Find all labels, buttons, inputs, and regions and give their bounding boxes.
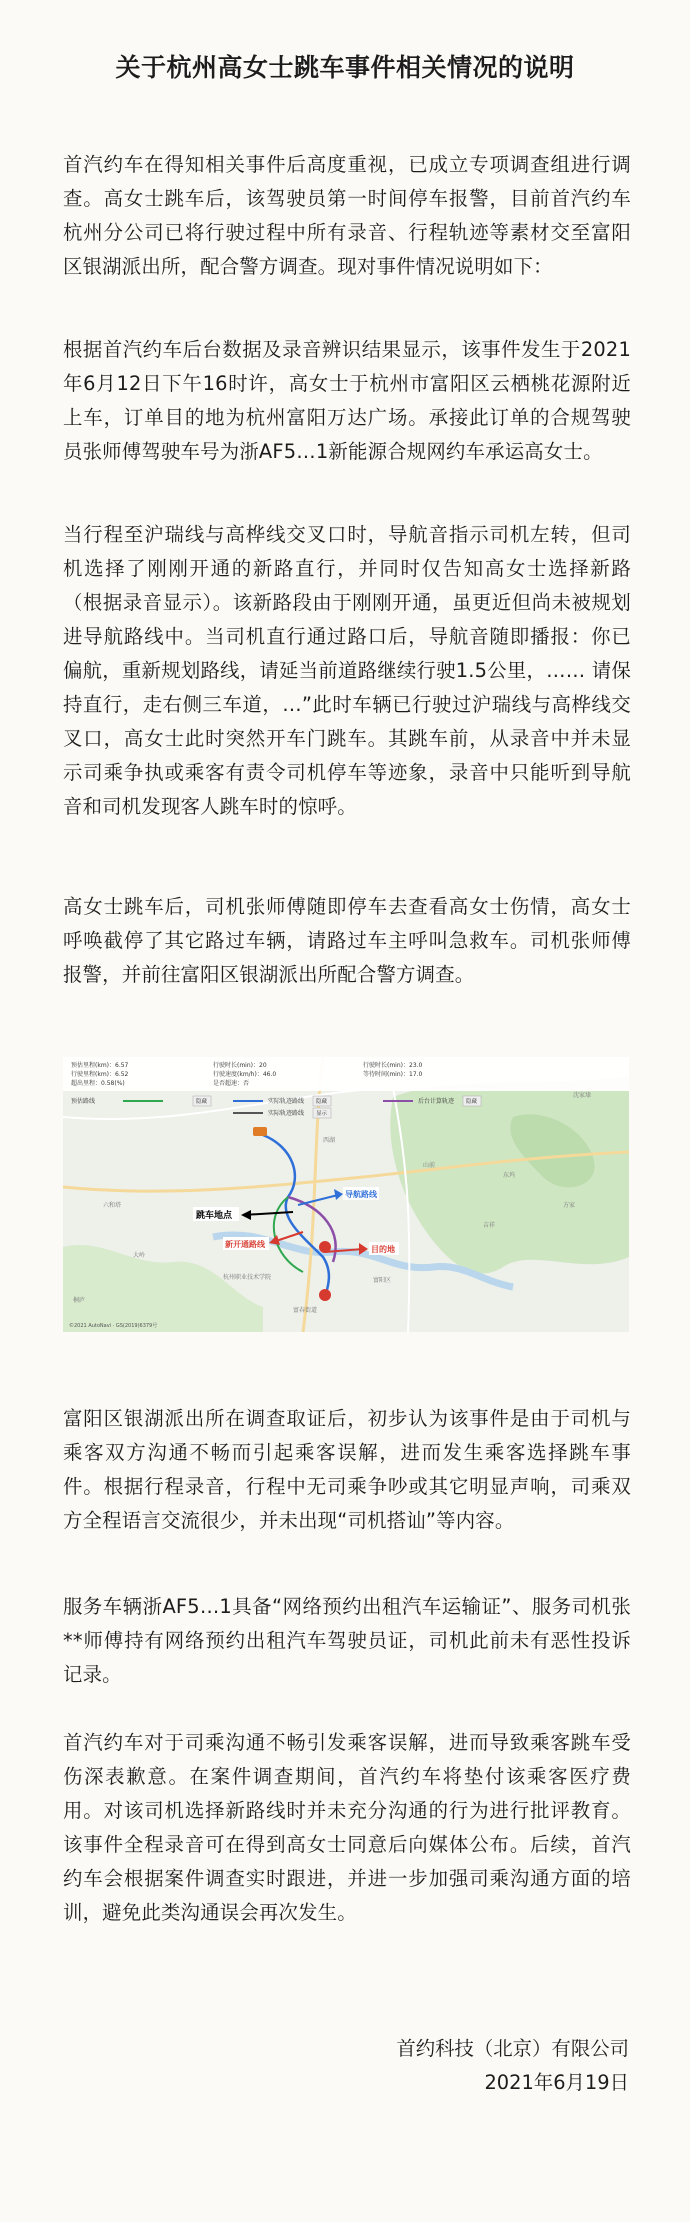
legend-label: 实际轨迹路线 <box>268 1098 305 1105</box>
paragraph-6: 服务车辆浙AF5…1具备“网络预约出租汽车运输证”、服务司机张**师傅持有网络预约出租汽车驾驶员证，司机此前未有恶性投诉记录。 <box>63 1595 631 1686</box>
map-stat: 等待时间(min)：17.0 <box>363 1071 423 1078</box>
paragraph-7: 首汽约车对于司乘沟通不畅引发乘客误解，进而导致乘客跳车受伤深表歉意。在案件调查期间，首汽约车将垫付该乘客医疗费用。对该司机选择新路线时并未充分沟通的行为进行批评教育。该事件全程录音可在得到高女士同意后向媒体公布。后续，首汽约车会根据案件调查实时跟进，并进一步加强司乘沟通方面的培训，避免此类沟通误会再次发生。 <box>63 1731 631 1924</box>
car-marker-icon <box>253 1127 267 1136</box>
map-copyright: ©2021 AutoNavi · GS(2019)6379号 <box>69 1323 158 1329</box>
jump-point-label: 跳车地点 <box>196 1211 233 1221</box>
map-stat: 是否超速：否 <box>213 1080 250 1087</box>
route-map-image <box>63 1057 629 1332</box>
paragraph-3: 当行程至沪瑞线与高桦线交叉口时，导航音指示司机左转，但司机选择了刚刚开通的新路直行，并同时仅告知高女士选择新路（根据录音显示）。该新路段由于刚刚开通，虽更近但尚未被规划进导航路线中。当司机直行通过路口后，导航音随即播报：你已偏航，重新规划路线，请延当前道路继续行驶1.5公里，…… 请保持直行，走右侧三车道，…”此时车辆已行驶过沪瑞线与高桦线交叉口，高女士此时突然开车门跳车。其跳车前，从录音中并未显示司乘争执或乘客有责令司机停车等迹象，录音中只能听到导航音和司机发现客人跳车时的惊呼。 <box>63 523 631 818</box>
place-label: 沈家埭 <box>573 1092 592 1099</box>
map-stats-panel <box>63 1057 629 1091</box>
nav-arrow <box>298 1195 338 1205</box>
map-stat: 行驶时长(min)：23.0 <box>363 1062 423 1069</box>
place-label: 大岭 <box>133 1252 146 1259</box>
paragraph-5: 富阳区银湖派出所在调查取证后，初步认为该事件是由于司机与乘客双方沟通不畅而引起乘客误解，进而发生乘客选择跳车事件。根据行程录音，行程中无司乘争吵或其它明显声响，司乘双方全程语言交流很少，并未出现“司机搭讪”等内容。 <box>63 1407 631 1532</box>
nav-arrow-head <box>334 1189 343 1200</box>
map-stat: 行驶时长(min)：20 <box>213 1062 267 1069</box>
paragraph-2: 根据首汽约车后台数据及录音辨识结果显示，该事件发生于2021年6月12日下午16时许，高女士于杭州市富阳区云栖桃花源附近上车，订单目的地为杭州富阳万达广场。承接此订单的合规驾驶员张师傅驾驶车号为浙AF5…1新能源合规网约车承运高女士。 <box>63 338 631 463</box>
place-label: 吉祥 <box>483 1222 496 1229</box>
legend-label: 后台计算轨迹 <box>418 1098 455 1105</box>
page-title: 关于杭州高女士跳车事件相关情况的说明 <box>115 53 575 82</box>
place-label: 富阳区 <box>373 1277 392 1284</box>
place-label: 富春街道 <box>293 1307 318 1314</box>
jump-arrow-head <box>241 1210 251 1220</box>
new-road-label: 新开通路线 <box>225 1240 265 1249</box>
route-actual-line <box>263 1135 329 1297</box>
map-stat: 行驶里程(km)：6.52 <box>71 1071 129 1078</box>
map-terrain <box>63 1245 263 1332</box>
place-label: 六和塔 <box>103 1202 122 1209</box>
map-stat: 预估里程(km)：6.57 <box>71 1062 129 1069</box>
signature-company: 首约科技（北京）有限公司 <box>396 2037 629 2060</box>
map-road <box>63 1087 393 1119</box>
pin-marker-icon <box>319 1241 331 1253</box>
pin-marker-icon <box>319 1289 331 1301</box>
signature-date: 2021年6月19日 <box>484 2071 629 2094</box>
place-label: 桐庐 <box>73 1297 86 1304</box>
map-stat: 行驶速度(km/h)：46.0 <box>213 1071 277 1078</box>
place-label: 东坞 <box>503 1172 516 1179</box>
map-show-button-label: 显示 <box>316 1111 328 1117</box>
map-hide-button-label: 隐藏 <box>196 1099 208 1105</box>
map-hide-button-label: 隐藏 <box>316 1099 328 1105</box>
nav-route-label: 导航路线 <box>345 1190 377 1199</box>
legend-label: 预估路线 <box>71 1098 96 1105</box>
destination-label: 目的地 <box>371 1245 395 1254</box>
place-label: 杭州职业技术学院 <box>223 1274 272 1281</box>
map-stat: 超出里程：0.58(%) <box>71 1080 125 1087</box>
paragraph-4: 高女士跳车后，司机张师傅随即停车去查看高女士伤情，高女士呼唤截停了其它路过车辆，请路过车主呼叫急救车。司机张师傅报警，并前往富阳区银湖派出所配合警方调查。 <box>63 895 631 986</box>
legend-label: 实际轨迹路线 <box>268 1110 305 1117</box>
paragraph-1: 首汽约车在得知相关事件后高度重视，已成立专项调查组进行调查。高女士跳车后，该驾驶员第一时间停车报警，目前首汽约车杭州分公司已将行驶过程中所有录音、行程轨迹等素材交至富阳区银湖派出所，配合警方调查。现对事件情况说明如下： <box>63 153 631 278</box>
map-hide-button-label: 隐藏 <box>466 1099 478 1105</box>
place-label: 方家 <box>563 1202 576 1209</box>
place-label: 山前 <box>423 1162 436 1169</box>
place-label: 西湖 <box>323 1137 336 1144</box>
